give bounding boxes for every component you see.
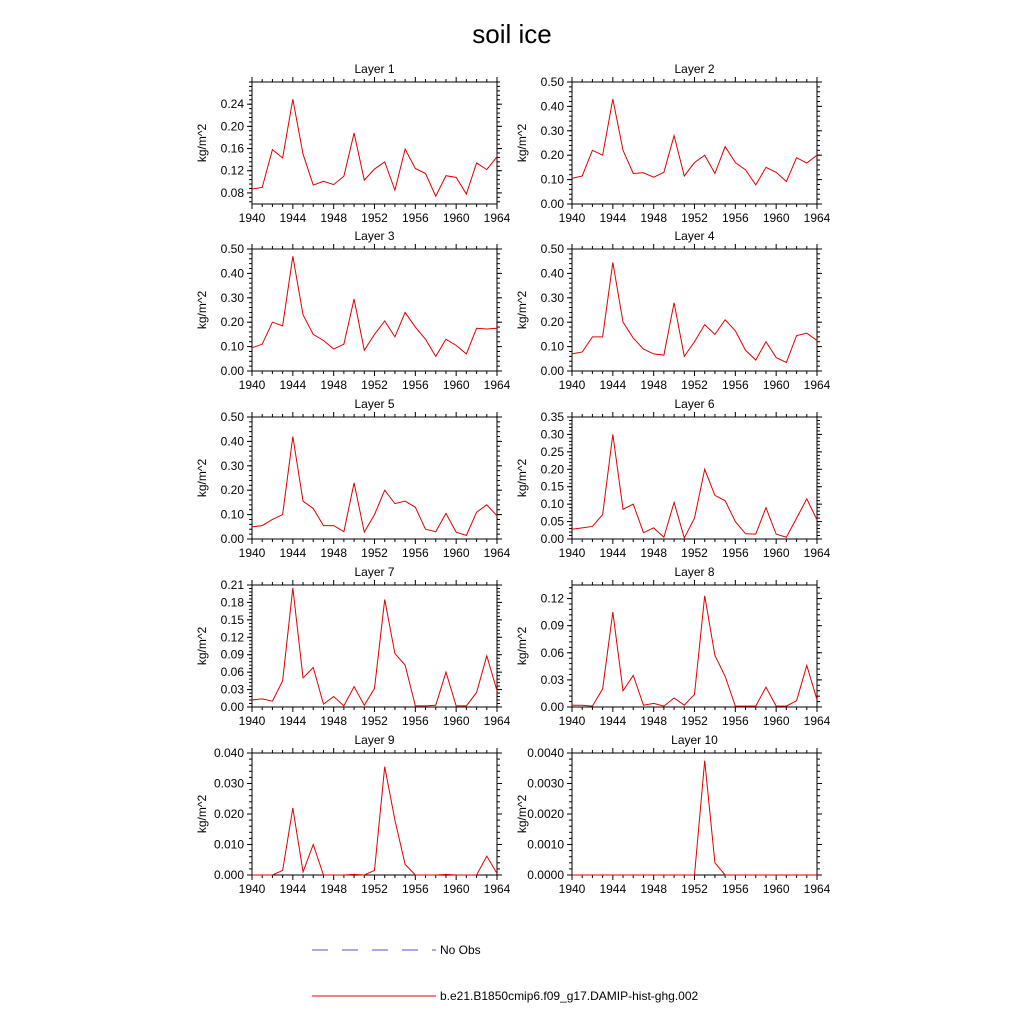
y-axis-label: kg/m^2 <box>515 794 529 834</box>
y-tick-label: 0.03 <box>540 672 564 687</box>
y-axis-label: kg/m^2 <box>195 794 209 834</box>
y-tick-label: 0.21 <box>220 578 244 592</box>
y-axis-label: kg/m^2 <box>195 290 209 330</box>
y-tick-label: 0.06 <box>220 665 244 680</box>
y-tick-label: 0.30 <box>540 123 564 138</box>
series-line <box>252 767 497 875</box>
x-tick-label: 1964 <box>483 211 511 225</box>
x-tick-label: 1940 <box>558 882 586 896</box>
y-tick-label: 0.06 <box>540 645 564 660</box>
panel-layer-9 <box>195 733 511 896</box>
series-line <box>252 588 497 706</box>
series-line <box>572 596 817 706</box>
y-tick-label: 0.12 <box>540 591 564 606</box>
y-tick-label: 0.12 <box>220 163 244 178</box>
panel-title: Layer 3 <box>354 229 395 243</box>
panel-title: Layer 8 <box>674 565 715 579</box>
x-tick-label: 1948 <box>640 882 668 896</box>
y-tick-label: 0.50 <box>220 410 244 424</box>
x-tick-label: 1948 <box>320 378 348 392</box>
panel-title: Layer 7 <box>354 565 395 579</box>
x-tick-label: 1948 <box>640 378 668 392</box>
x-tick-label: 1960 <box>442 546 470 560</box>
x-tick-label: 1952 <box>361 714 388 728</box>
x-tick-label: 1944 <box>279 211 307 225</box>
y-tick-label: 0.15 <box>540 479 564 494</box>
y-tick-label: 0.20 <box>220 119 244 134</box>
figure-title: soil ice <box>472 19 552 49</box>
y-tick-label: 0.20 <box>220 483 244 498</box>
y-axis-label: kg/m^2 <box>195 626 209 666</box>
panel-layer-5 <box>195 397 511 560</box>
x-tick-label: 1956 <box>401 378 429 392</box>
y-tick-label: 0.30 <box>540 427 564 442</box>
panel-layer-7 <box>195 565 511 728</box>
series-line <box>572 262 817 362</box>
x-tick-label: 1956 <box>721 211 749 225</box>
x-tick-label: 1956 <box>721 714 749 728</box>
y-tick-label: 0.30 <box>220 290 244 305</box>
x-tick-label: 1952 <box>361 546 388 560</box>
x-tick-label: 1952 <box>361 378 388 392</box>
x-tick-label: 1944 <box>279 882 307 896</box>
series-line <box>252 437 497 536</box>
plot-frame <box>572 249 817 371</box>
plot-frame <box>572 417 817 539</box>
y-axis-label: kg/m^2 <box>195 123 209 163</box>
panel-title: Layer 1 <box>354 62 395 76</box>
y-tick-label: 0.30 <box>220 458 244 473</box>
y-tick-label: 0.35 <box>540 410 564 424</box>
x-tick-label: 1960 <box>762 378 790 392</box>
x-tick-label: 1940 <box>238 714 266 728</box>
x-tick-label: 1952 <box>361 211 388 225</box>
y-tick-label: 0.0020 <box>527 807 564 821</box>
x-tick-label: 1940 <box>558 211 586 225</box>
x-tick-label: 1944 <box>599 882 627 896</box>
panel-title: Layer 2 <box>674 62 715 76</box>
x-tick-label: 1956 <box>401 546 429 560</box>
legend-label-no-obs: No Obs <box>440 943 481 957</box>
x-tick-label: 1960 <box>762 714 790 728</box>
x-tick-label: 1948 <box>320 546 348 560</box>
x-tick-label: 1940 <box>558 546 586 560</box>
panel-layer-10 <box>515 733 831 896</box>
x-tick-label: 1960 <box>442 378 470 392</box>
y-tick-label: 0.040 <box>213 746 244 760</box>
y-tick-label: 0.030 <box>213 776 244 791</box>
y-tick-label: 0.16 <box>220 141 244 156</box>
x-tick-label: 1948 <box>640 211 668 225</box>
x-tick-label: 1940 <box>238 882 266 896</box>
x-tick-label: 1956 <box>721 546 749 560</box>
y-tick-label: 0.15 <box>220 612 244 627</box>
plot-frame <box>252 753 497 875</box>
x-tick-label: 1960 <box>442 211 470 225</box>
x-tick-label: 1948 <box>640 546 668 560</box>
y-tick-label: 0.20 <box>540 315 564 330</box>
x-tick-label: 1956 <box>401 882 429 896</box>
x-tick-label: 1964 <box>803 546 831 560</box>
y-tick-label: 0.09 <box>220 647 244 662</box>
y-tick-label: 0.020 <box>213 807 244 821</box>
y-tick-label: 0.50 <box>540 75 564 89</box>
x-tick-label: 1956 <box>721 378 749 392</box>
y-tick-label: 0.0010 <box>527 837 564 852</box>
x-tick-label: 1944 <box>279 714 307 728</box>
x-tick-label: 1964 <box>803 714 831 728</box>
y-tick-label: 0.10 <box>540 497 564 512</box>
x-tick-label: 1964 <box>483 882 511 896</box>
panel-layer-6 <box>515 397 831 560</box>
x-tick-label: 1940 <box>558 714 586 728</box>
plot-frame <box>252 417 497 539</box>
y-tick-label: 0.00 <box>540 532 564 546</box>
y-tick-label: 0.00 <box>540 700 564 714</box>
y-tick-label: 0.0040 <box>527 746 564 760</box>
y-tick-label: 0.25 <box>540 444 564 459</box>
x-tick-label: 1940 <box>238 378 266 392</box>
x-tick-label: 1944 <box>599 378 627 392</box>
x-tick-label: 1944 <box>599 546 627 560</box>
y-axis-label: kg/m^2 <box>515 123 529 163</box>
x-tick-label: 1952 <box>681 378 708 392</box>
y-axis-label: kg/m^2 <box>195 458 209 498</box>
panel-layer-3 <box>195 229 511 392</box>
x-tick-label: 1944 <box>599 714 627 728</box>
x-tick-label: 1944 <box>599 211 627 225</box>
series-line <box>252 99 497 196</box>
y-tick-label: 0.00 <box>540 197 564 211</box>
panel-layer-8 <box>515 565 831 728</box>
panel-title: Layer 4 <box>674 229 715 243</box>
x-tick-label: 1960 <box>762 546 790 560</box>
x-tick-label: 1952 <box>681 882 708 896</box>
series-line <box>572 761 817 875</box>
y-tick-label: 0.40 <box>540 99 564 114</box>
y-tick-label: 0.10 <box>540 339 564 354</box>
y-axis-label: kg/m^2 <box>515 458 529 498</box>
y-tick-label: 0.00 <box>220 532 244 546</box>
x-tick-label: 1944 <box>279 378 307 392</box>
y-tick-label: 0.0030 <box>527 776 564 791</box>
x-tick-label: 1960 <box>762 882 790 896</box>
y-tick-label: 0.50 <box>540 242 564 256</box>
x-tick-label: 1964 <box>803 882 831 896</box>
series-line <box>572 99 817 185</box>
x-tick-label: 1948 <box>320 882 348 896</box>
plot-frame <box>572 753 817 875</box>
x-tick-label: 1952 <box>361 882 388 896</box>
x-tick-label: 1952 <box>681 714 708 728</box>
y-tick-label: 0.0000 <box>527 868 564 882</box>
panel-title: Layer 9 <box>354 733 395 747</box>
x-tick-label: 1960 <box>442 882 470 896</box>
y-tick-label: 0.40 <box>220 266 244 281</box>
y-tick-label: 0.30 <box>540 290 564 305</box>
plot-frame <box>252 249 497 371</box>
x-tick-label: 1944 <box>279 546 307 560</box>
x-tick-label: 1952 <box>681 211 708 225</box>
y-tick-label: 0.00 <box>220 364 244 378</box>
y-tick-label: 0.40 <box>220 434 244 449</box>
x-tick-label: 1940 <box>238 211 266 225</box>
y-tick-label: 0.24 <box>220 97 244 112</box>
y-tick-label: 0.010 <box>213 837 244 852</box>
y-tick-label: 0.20 <box>540 462 564 477</box>
y-tick-label: 0.05 <box>540 514 564 529</box>
panel-layer-4 <box>515 229 831 392</box>
panel-title: Layer 5 <box>354 397 395 411</box>
x-tick-label: 1956 <box>401 714 429 728</box>
y-tick-label: 0.03 <box>220 682 244 697</box>
plot-frame <box>252 82 497 204</box>
y-tick-label: 0.20 <box>220 315 244 330</box>
y-axis-label: kg/m^2 <box>515 626 529 666</box>
y-tick-label: 0.10 <box>220 507 244 522</box>
panel-title: Layer 6 <box>674 397 715 411</box>
x-tick-label: 1964 <box>483 378 511 392</box>
series-line <box>572 434 817 538</box>
panel-title: Layer 10 <box>671 733 718 747</box>
y-tick-label: 0.50 <box>220 242 244 256</box>
y-tick-label: 0.40 <box>540 266 564 281</box>
y-axis-label: kg/m^2 <box>515 290 529 330</box>
panel-layer-2 <box>515 62 831 225</box>
y-tick-label: 0.000 <box>213 868 244 882</box>
y-tick-label: 0.12 <box>220 630 244 645</box>
panels-grid <box>195 62 831 896</box>
y-tick-label: 0.00 <box>220 700 244 714</box>
series-line <box>252 256 497 356</box>
x-tick-label: 1948 <box>640 714 668 728</box>
panel-layer-1 <box>195 62 511 225</box>
y-tick-label: 0.10 <box>540 172 564 187</box>
y-tick-label: 0.00 <box>540 364 564 378</box>
x-tick-label: 1956 <box>401 211 429 225</box>
y-tick-label: 0.10 <box>220 339 244 354</box>
legend <box>312 943 698 1003</box>
x-tick-label: 1964 <box>803 378 831 392</box>
y-tick-label: 0.08 <box>220 185 244 200</box>
x-tick-label: 1956 <box>721 882 749 896</box>
x-tick-label: 1948 <box>320 211 348 225</box>
x-tick-label: 1960 <box>442 714 470 728</box>
x-tick-label: 1964 <box>483 714 511 728</box>
plot-frame <box>572 82 817 204</box>
y-tick-label: 0.18 <box>220 595 244 610</box>
x-tick-label: 1940 <box>558 378 586 392</box>
y-tick-label: 0.20 <box>540 148 564 163</box>
x-tick-label: 1952 <box>681 546 708 560</box>
x-tick-label: 1960 <box>762 211 790 225</box>
x-tick-label: 1964 <box>803 211 831 225</box>
legend-label-model-run: b.e21.B1850cmip6.f09_g17.DAMIP-hist-ghg.002 <box>440 989 699 1003</box>
y-tick-label: 0.09 <box>540 618 564 633</box>
x-tick-label: 1964 <box>483 546 511 560</box>
x-tick-label: 1948 <box>320 714 348 728</box>
x-tick-label: 1940 <box>238 546 266 560</box>
